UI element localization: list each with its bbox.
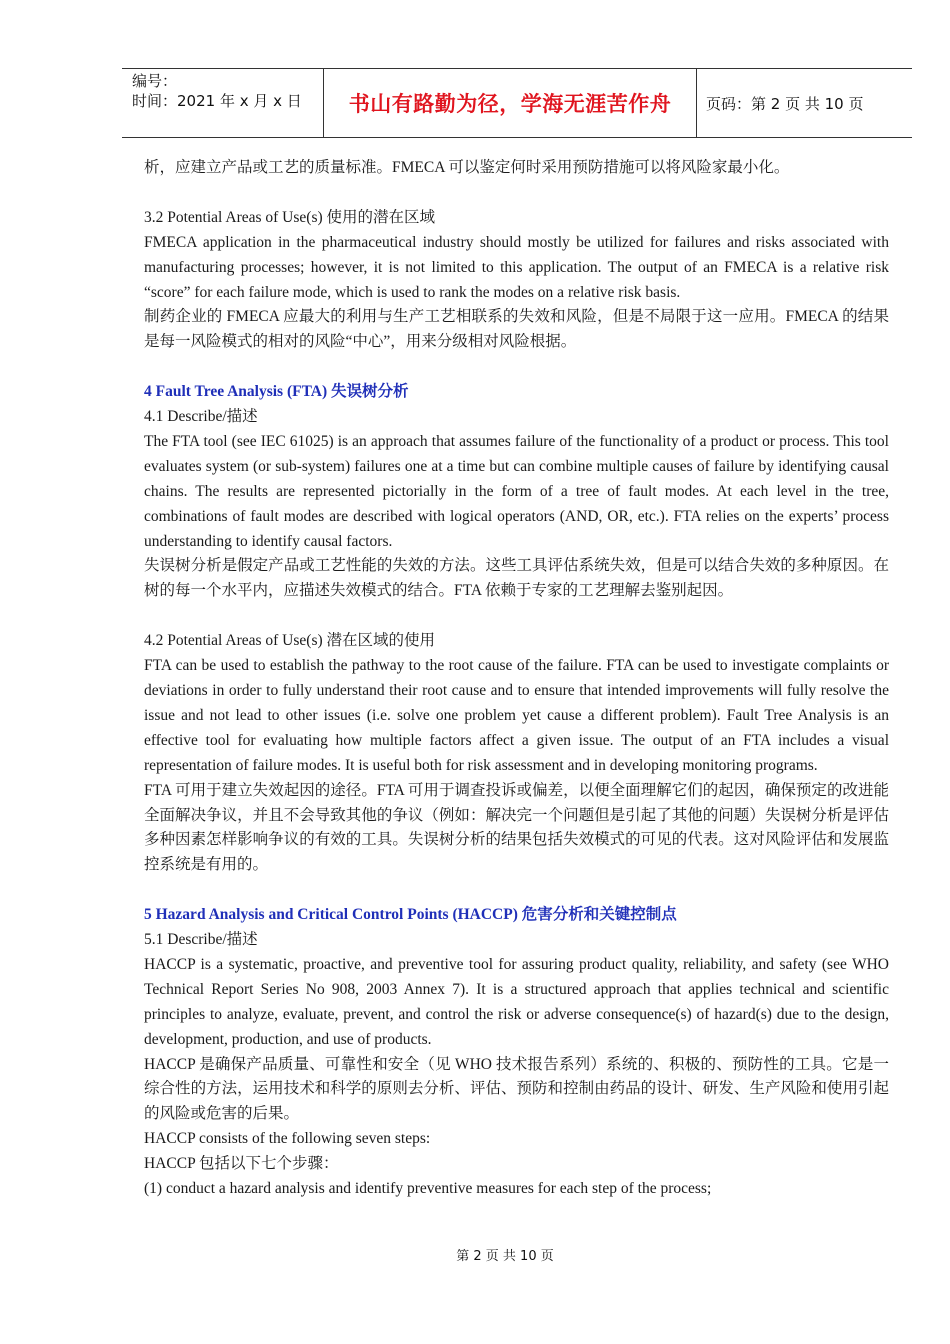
paragraph: FTA 可用于建立失效起因的途径。FTA 可用于调查投诉或偏差，以便全面理解它们的起因，确保预定的改进能全面解决争议，并且不会导致其他的争议（例如：解决完一个问题但是引起了其他的问题）失误树分析是评估多种因素怎样影响争议的有效的工具。失误树分析的结果包括失效模式的可见的代表。这对风险评估和发展监控系统是有用的。: [144, 781, 889, 874]
paragraph: HACCP 包括以下七个步骤：: [144, 1155, 339, 1173]
document-number-label: 编号：: [132, 72, 178, 90]
section-heading: 5 Hazard Analysis and Critical Control Points (HACCP) 危害分析和关键控制点: [144, 906, 677, 924]
section-subheading: 4.1 Describe/描述: [144, 408, 258, 426]
page-header: [122, 68, 912, 138]
document-body: [144, 156, 889, 1202]
paragraph: HACCP 是确保产品质量、可靠性和安全（见 WHO 技术报告系列）系统的、积极的、预防性的工具。它是一综合性的方法，运用技术和科学的原则去分析、评估、预防和控制由药品的设计、研发、生产风险和使用引起的风险或危害的后果。: [144, 1055, 889, 1123]
section-subheading: 5.1 Describe/描述: [144, 931, 258, 949]
paragraph: HACCP consists of the following seven steps:: [144, 1130, 431, 1148]
section-subheading: 4.2 Potential Areas of Use(s) 潜在区域的使用: [144, 632, 436, 650]
paragraph: 析，应建立产品或工艺的质量标准。FMECA 可以鉴定何时采用预防措施可以将风险家最小化。: [144, 159, 790, 176]
paragraph: 失误树分析是假定产品或工艺性能的失效的方法。这些工具评估系统失效，但是可以结合失效的多种原因。在树的每一个水平内，应描述失效模式的结合。FTA 依赖于专家的工艺理解去鉴别起因。: [144, 557, 889, 600]
document-time-label: 时间：2021 年 x 月 x 日: [132, 92, 302, 110]
section-heading: 4 Fault Tree Analysis (FTA) 失误树分析: [144, 383, 409, 401]
paragraph: HACCP is a systematic, proactive, and preventive tool for assuring product quality, reliability, and safety (see WHO Technical Report Series No 908, 2003 Annex 7). It is a structured approach that applies technical and scientific principles to analyze, evaluate, prevent, and control the risk or adverse consequence(s) of hazard(s) due to the design, development, production, and use of products.: [144, 955, 889, 1048]
header-motto: 书山有路勤为径，学海无涯苦作舟: [323, 69, 697, 137]
paragraph: FMECA application in the pharmaceutical industry should mostly be utilized for failures and risks associated with manufacturing processes; however, it is not limited to this application. The output of an FMECA is a relative risk “score” for each failure mode, which is used to rank the modes on a relative risk basis.: [144, 233, 889, 301]
paragraph: 制药企业的 FMECA 应最大的利用与生产工艺相联系的失效和风险，但是不局限于这一应用。FMECA 的结果是每一风险模式的相对的风险“中心”，用来分级相对风险根据。: [144, 308, 889, 351]
header-page-info: 页码：第 2 页 共 10 页: [706, 94, 864, 113]
page-footer: 第 2 页 共 10 页: [456, 1249, 554, 1264]
header-meta: [122, 69, 323, 137]
paragraph: The FTA tool (see IEC 61025) is an approach that assumes failure of the functionality of a product or process. This tool evaluates system (or sub-system) failures one at a time but can combine multiple causes of failure by identifying causal chains. The results are represented pictorially in the form of a tree of fault modes. At each level in the tree, combinations of fault modes are described with logical operators (AND, OR, etc.). FTA relies on the experts’ process understanding to identify causal factors.: [144, 432, 889, 550]
paragraph: FTA can be used to establish the pathway to the root cause of the failure. FTA can be used to investigate complaints or deviations in order to fully understand their root cause and to ensure that intended improvements will fully resolve the issue and not lead to other issues (i.e. solve one problem yet cause a different problem). Fault Tree Analysis is an effective tool for evaluating how multiple factors affect a given issue. The output of an FTA includes a visual representation of failure modes. It is useful both for risk assessment and in developing monitoring programs.: [144, 657, 889, 774]
list-item: (1) conduct a hazard analysis and identify preventive measures for each step of the process;: [144, 1180, 712, 1198]
section-subheading: 3.2 Potential Areas of Use(s) 使用的潜在区域: [144, 208, 436, 226]
